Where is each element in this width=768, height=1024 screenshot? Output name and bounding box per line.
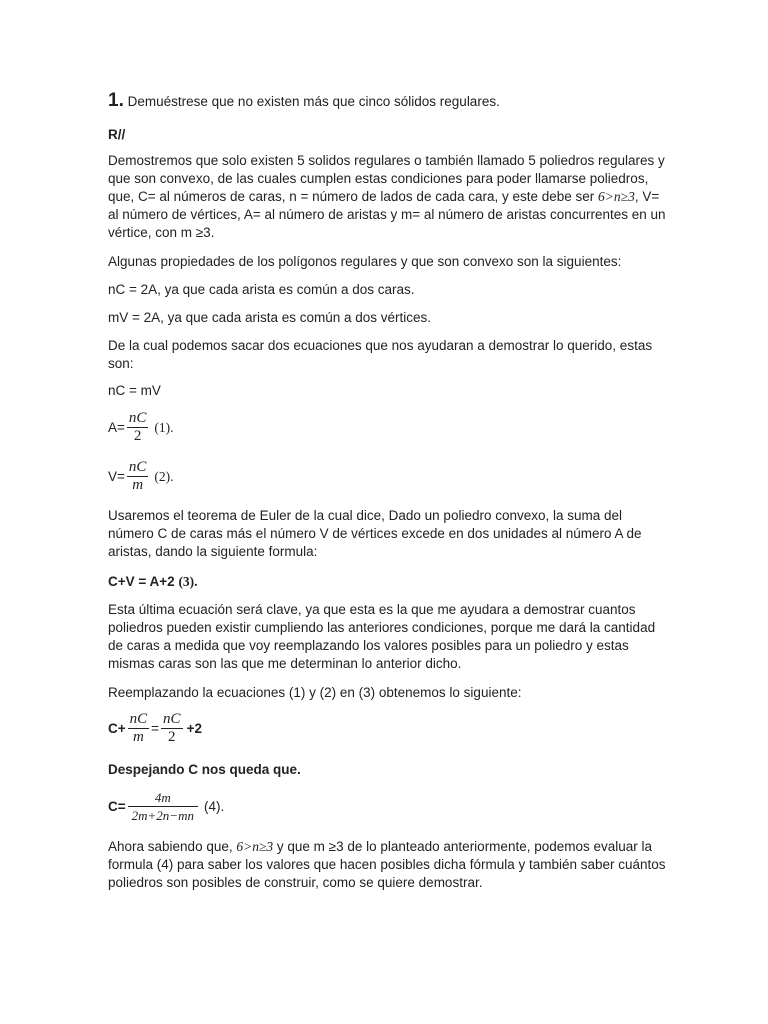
- intro-text-1: Demostremos que solo existen 5 solidos regulares o también llamado 5 poliedros regulares y que son convexo, de las cuales cumplen estas condiciones para poder llamarse poliedros, que, C= al números de caras, n = número de lados de cada cara, y este debe ser: [108, 153, 665, 204]
- intro-paragraph: [108, 152, 668, 242]
- fraction-denominator: 2m+2n−mn: [128, 806, 198, 824]
- equation-1-tag: (1).: [154, 419, 174, 435]
- answer-label: R//: [108, 127, 126, 142]
- problem-statement: [108, 92, 668, 111]
- fraction-denominator: 2: [127, 427, 149, 445]
- conclusion-text-2: y que m ≥3 de lo planteado anteriormente, podemos evaluar la formula (4) para saber los valores que hacen posibles dicha fórmula y también saber cuántos poliedros son posibles de construir, como se quiere demostrar.: [108, 839, 666, 890]
- fraction-denominator: m: [127, 476, 149, 494]
- fraction-numerator: nC: [129, 711, 148, 727]
- equation-1: [108, 410, 668, 445]
- fraction-denominator: 2: [161, 728, 183, 746]
- equation-nc-mv: nC = mV: [108, 383, 161, 398]
- equation-4: [108, 789, 668, 824]
- fraction-numerator: nC: [163, 711, 181, 727]
- equation-2-fraction: [127, 459, 149, 494]
- equation-4-fraction: [128, 789, 198, 824]
- fraction-numerator: nC: [128, 410, 147, 426]
- fraction-numerator: nC: [128, 459, 147, 475]
- problem-text: Demuéstrese que no existen más que cinco sólidos regulares.: [127, 94, 500, 109]
- conclusion-paragraph: [108, 838, 668, 892]
- combined-equation: [108, 711, 668, 746]
- replace-paragraph: Reemplazando la ecuaciones (1) y (2) en (3) obtenemos lo siguiente:: [108, 685, 522, 700]
- equation-1-lhs: A=: [108, 419, 125, 435]
- solve-heading: Despejando C nos queda que.: [108, 762, 301, 777]
- euler-paragraph: Usaremos el teorema de Euler de la cual dice, Dado un poliedro convexo, la suma del número C de caras más el número V de vértices excede en dos unidades al número A de aristas, dando la siguiente formula:: [108, 508, 642, 559]
- euler-formula-tag: (3).: [178, 574, 198, 589]
- combined-lhs: C+: [108, 720, 126, 736]
- equals-sign: =: [151, 720, 160, 736]
- intro-condition: 6>n≥3: [598, 189, 635, 204]
- property-vertices: mV = 2A, ya que cada arista es común a dos vértices.: [108, 310, 432, 325]
- euler-formula-text: C+V = A+2: [108, 574, 175, 589]
- properties-heading: Algunas propiedades de los polígonos regulares y que son convexo son la siguientes:: [108, 254, 622, 269]
- key-paragraph: Esta última ecuación será clave, ya que esta es la que me ayudara a demostrar cuantos poliedros pueden existir cumpliendo las anteriores condiciones, porque me dará la cantidad de caras a medida que voy reemplazando los valores posibles para un poliedro y estas mismas caras son las que me determinan lo anterior dicho.: [108, 602, 656, 671]
- euler-formula: [108, 573, 668, 591]
- equation-2: [108, 459, 668, 494]
- equation-4-lhs: C=: [108, 798, 126, 814]
- plus-two: +2: [186, 720, 202, 736]
- equation-2-tag: (2).: [154, 468, 174, 484]
- equation-2-lhs: V=: [108, 468, 125, 484]
- problem-number: 1.: [108, 90, 124, 111]
- fraction-numerator: 4m: [154, 790, 171, 805]
- conclusion-text-1: Ahora sabiendo que,: [108, 839, 237, 854]
- fraction-denominator: m: [128, 728, 150, 746]
- equation-4-tag: (4).: [203, 798, 225, 814]
- intro-text-2: , V= al número de vértices, A= al número de aristas y m= al número de aristas concurrentes en un vértice, con m ≥3.: [108, 189, 666, 240]
- combined-fraction-1: [128, 711, 150, 746]
- derive-paragraph: De la cual podemos sacar dos ecuaciones que nos ayudaran a demostrar lo querido, estas son:: [108, 338, 653, 371]
- combined-fraction-2: [161, 711, 183, 746]
- equation-1-fraction: [127, 410, 149, 445]
- property-faces: nC = 2A, ya que cada arista es común a dos caras.: [108, 282, 415, 297]
- conclusion-condition: 6>n≥3: [236, 839, 274, 854]
